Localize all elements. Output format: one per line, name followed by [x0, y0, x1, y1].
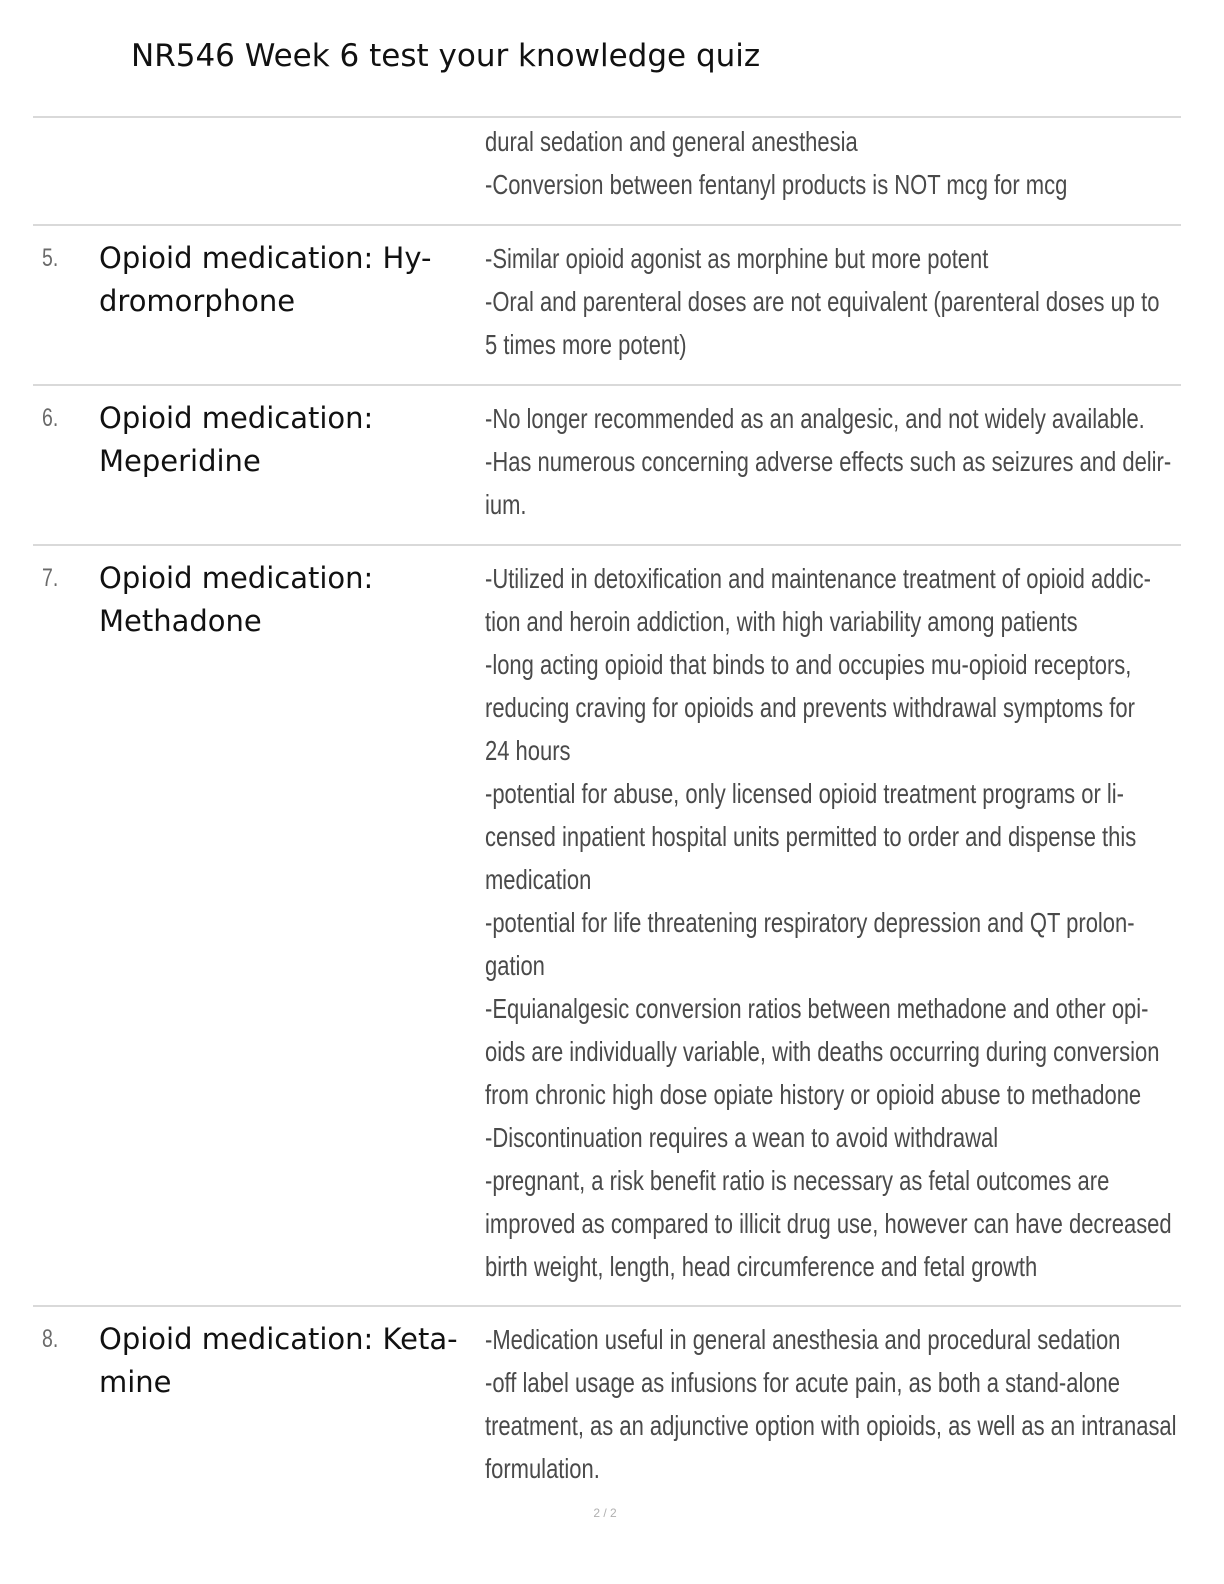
definition-hydromorphone: [485, 237, 1192, 366]
term-meperidine: [99, 397, 474, 483]
continued-definition: [485, 120, 1192, 206]
divider: [33, 116, 1181, 118]
definition-line: -Oral and parenteral doses are not equivalent (parenteral doses up to: [485, 286, 1160, 317]
definition-line: -potential for life threatening respiratory depression and QT prolon-: [485, 907, 1135, 938]
definition-line: improved as compared to illicit drug use, however can have decreased: [485, 1208, 1172, 1239]
divider: [33, 1305, 1181, 1307]
definition-line: -potential for abuse, only licensed opioid treatment programs or li-: [485, 778, 1124, 809]
term-hydromorphone: [99, 237, 474, 323]
definition-line: -Conversion between fentanyl products is NOT mcg for mcg: [485, 169, 1068, 200]
term-methadone: [99, 557, 474, 643]
definition-line: -Equianalgesic conversion ratios between methadone and other opi-: [485, 993, 1149, 1024]
term-ketamine: [99, 1318, 474, 1404]
definition-line: treatment, as an adjunctive option with opioids, as well as an intranasal: [485, 1410, 1177, 1441]
definition-line: -pregnant, a risk benefit ratio is necessary as fetal outcomes are: [485, 1165, 1110, 1196]
divider: [33, 544, 1181, 546]
definition-meperidine: [485, 397, 1192, 526]
definition-ketamine: [485, 1318, 1192, 1490]
term-line: Meperidine: [99, 444, 261, 478]
term-line: Opioid medication:: [99, 561, 374, 595]
item-number: 6.: [42, 404, 59, 432]
definition-line: -off label usage as infusions for acute pain, as both a stand-alone: [485, 1367, 1121, 1398]
definition-line: 5 times more potent): [485, 329, 687, 360]
definition-line: -Has numerous concerning adverse effects such as seizures and delir-: [485, 446, 1172, 477]
item-number: 8.: [42, 1325, 59, 1353]
page-number: 2 / 2: [593, 1506, 617, 1520]
divider: [33, 384, 1181, 386]
definition-line: -No longer recommended as an analgesic, and not widely available.: [485, 403, 1145, 434]
definition-line: dural sedation and general anesthesia: [485, 126, 858, 157]
definition-line: medication: [485, 864, 592, 895]
term-line: Opioid medication:: [99, 401, 374, 435]
definition-line: -Medication useful in general anesthesia and procedural sedation: [485, 1324, 1121, 1355]
definition-line: reducing craving for opioids and prevents withdrawal symptoms for: [485, 692, 1135, 723]
definition-line: 24 hours: [485, 735, 571, 766]
item-number: 7.: [42, 564, 59, 592]
item-number: 5.: [42, 244, 59, 272]
definition-line: -Utilized in detoxification and maintenance treatment of opioid addic-: [485, 563, 1151, 594]
divider: [33, 224, 1181, 226]
definition-line: gation: [485, 950, 545, 981]
definition-line: formulation.: [485, 1453, 600, 1484]
definition-line: oids are individually variable, with deaths occurring during conversion: [485, 1036, 1160, 1067]
definition-line: censed inpatient hospital units permitted to order and dispense this: [485, 821, 1137, 852]
definition-line: birth weight, length, head circumference and fetal growth: [485, 1251, 1038, 1282]
term-line: Opioid medication: Hy-: [99, 241, 432, 275]
definition-line: -Discontinuation requires a wean to avoid withdrawal: [485, 1122, 999, 1153]
definition-line: -Similar opioid agonist as morphine but more potent: [485, 243, 989, 274]
term-line: Opioid medication: Keta-: [99, 1322, 458, 1356]
term-line: Methadone: [99, 604, 262, 638]
definition-line: tion and heroin addiction, with high variability among patients: [485, 606, 1078, 637]
term-line: mine: [99, 1365, 172, 1399]
definition-line: ium.: [485, 489, 527, 520]
definition-line: from chronic high dose opiate history or opioid abuse to methadone: [485, 1079, 1142, 1110]
definition-methadone: [485, 557, 1192, 1288]
definition-line: -long acting opioid that binds to and occupies mu-opioid receptors,: [485, 649, 1132, 680]
term-line: dromorphone: [99, 284, 296, 318]
page-title: NR546 Week 6 test your knowledge quiz: [131, 38, 761, 74]
